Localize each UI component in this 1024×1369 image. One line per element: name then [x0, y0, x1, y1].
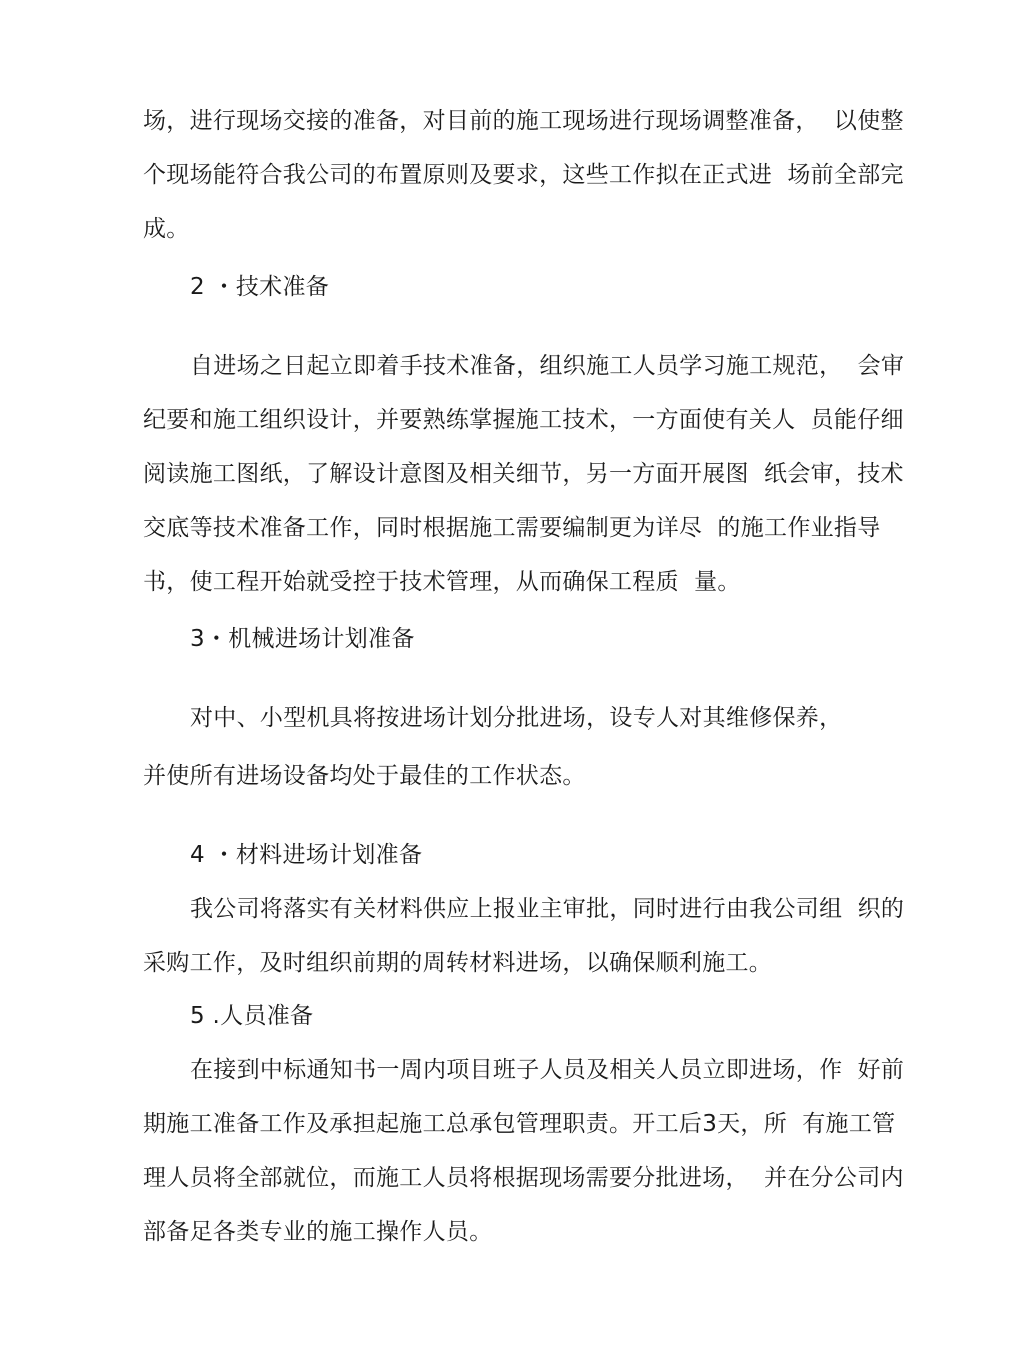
- paragraph-line: 并使所有进场设备均处于最佳的工作状态。: [143, 763, 586, 789]
- paragraph-line: 自进场之日起立即着手技术准备，组织施工人员学习施工规范， 会审: [190, 353, 905, 379]
- paragraph-line: 我公司将落实有关材料供应上报业主审批，同时进行由我公司组 织的: [190, 896, 905, 922]
- section-heading-technical: 2 ・技术准备: [190, 274, 330, 300]
- intro-line-3: 成。: [143, 216, 190, 242]
- intro-line-2: 个现场能符合我公司的布置原则及要求，这些工作拟在正式进 场前全部完: [143, 162, 904, 188]
- paragraph-line: 对中、小型机具将按进场计划分批进场，设专人对其维修保养，: [190, 705, 843, 731]
- paragraph-line: 在接到中标通知书一周内项目班子人员及相关人员立即进场，作 好前: [190, 1057, 905, 1083]
- section-heading-personnel: 5 .人员准备: [190, 1003, 314, 1029]
- paragraph-line: 部备足各类专业的施工操作人员。: [143, 1219, 493, 1245]
- paragraph-line: 期施工准备工作及承担起施工总承包管理职责。开工后3天，所 有施工管: [143, 1111, 896, 1137]
- paragraph-line: 纪要和施工组织设计，并要熟练掌握施工技术，一方面使有关人 员能仔细: [143, 407, 904, 433]
- section-heading-machinery: 3・机械进场计划准备: [190, 626, 415, 652]
- paragraph-line: 书，使工程开始就受控于技术管理，从而确保工程质 量。: [143, 569, 741, 595]
- paragraph-line: 采购工作，及时组织前期的周转材料进场，以确保顺利施工。: [143, 950, 773, 976]
- intro-line-1: 场，进行现场交接的准备，对目前的施工现场进行现场调整准备， 以使整: [143, 108, 904, 134]
- paragraph-line: 理人员将全部就位，而施工人员将根据现场需要分批进场， 并在分公司内: [143, 1165, 904, 1191]
- paragraph-line: 阅读施工图纸，了解设计意图及相关细节，另一方面开展图 纸会审，技术: [143, 461, 904, 487]
- paragraph-line: 交底等技术准备工作，同时根据施工需要编制更为详尽 的施工作业指导: [143, 515, 881, 541]
- section-heading-materials: 4 ・材料进场计划准备: [190, 842, 423, 868]
